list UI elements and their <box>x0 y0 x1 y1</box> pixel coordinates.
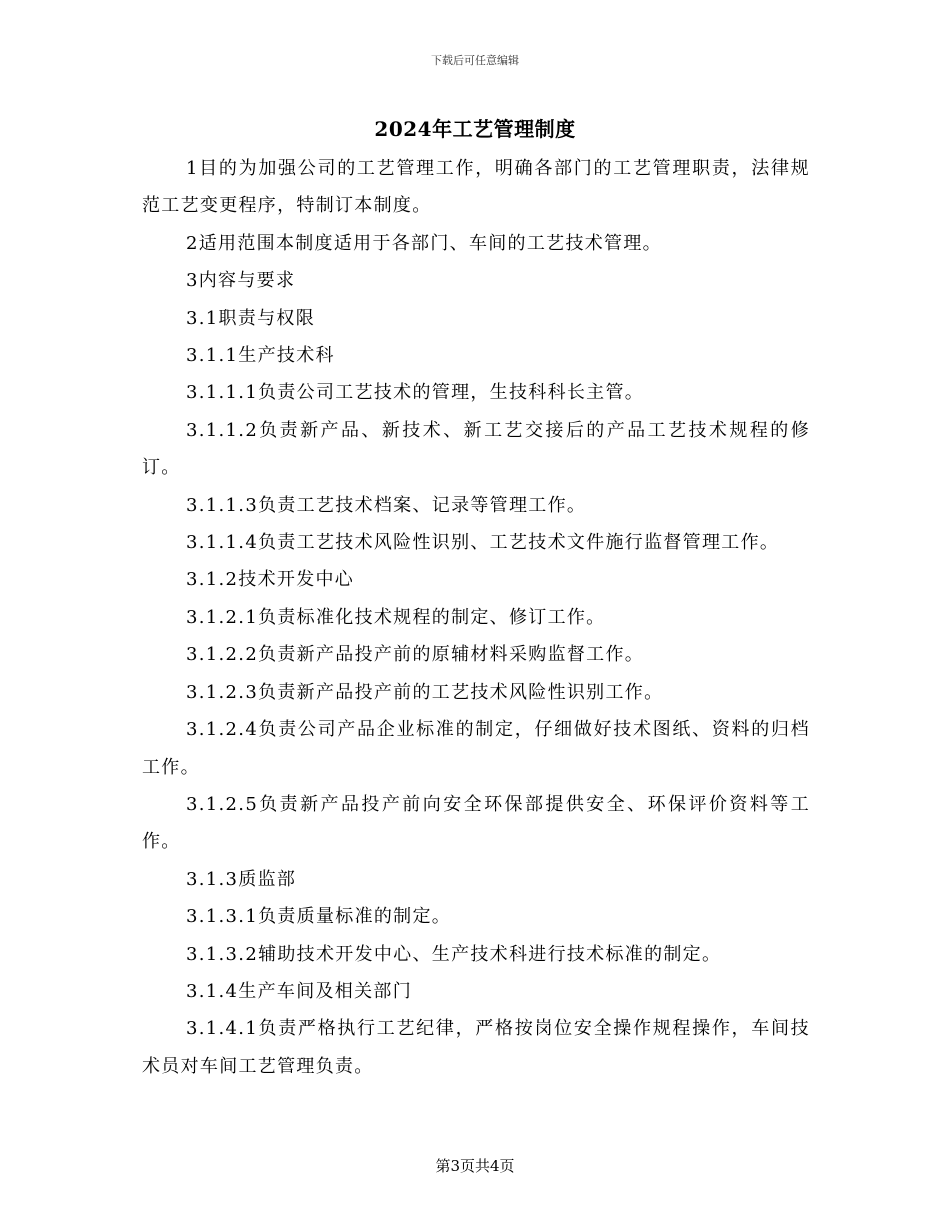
paragraph-18: 3.1.3.2辅助技术开发中心、生产技术科进行技术标准的制定。 <box>186 943 722 965</box>
paragraph-9: 3.1.1.4负责工艺技术风险性识别、工艺技术文件施行监督管理工作。 <box>186 532 780 554</box>
paragraph-13: 3.1.2.3负责新产品投产前的工艺技术风险性识别工作。 <box>186 681 664 703</box>
page-header-note: 下载后可任意编辑 <box>431 54 519 67</box>
paragraph-10: 3.1.2技术开发中心 <box>186 569 355 591</box>
paragraph-14: 3.1.2.4负责公司产品企业标准的制定，仔细做好技术图纸、资料的归档工作。 <box>142 719 810 778</box>
page-number-footer: 第3页共4页 <box>435 1157 515 1175</box>
paragraph-8: 3.1.1.3负责工艺技术档案、记录等管理工作。 <box>186 494 587 516</box>
paragraph-5: 3.1.1生产技术科 <box>186 345 335 367</box>
paragraph-12: 3.1.2.2负责新产品投产前的原辅材料采购监督工作。 <box>186 644 645 666</box>
paragraph-6: 3.1.1.1负责公司工艺技术的管理，生技科科长主管。 <box>186 382 645 404</box>
paragraph-4: 3.1职责与权限 <box>186 307 316 329</box>
document-body <box>142 150 810 1085</box>
paragraph-16: 3.1.3质监部 <box>186 868 297 890</box>
document-title: 2024年工艺管理制度 <box>374 117 576 141</box>
paragraph-2: 2适用范围本制度适用于各部门、车间的工艺技术管理。 <box>186 232 662 254</box>
paragraph-7: 3.1.1.2负责新产品、新技术、新工艺交接后的产品工艺技术规程的修订。 <box>142 419 810 479</box>
paragraph-15: 3.1.2.5负责新产品投产前向安全环保部提供安全、环保评价资料等工作。 <box>142 793 810 853</box>
paragraph-1: 1目的为加强公司的工艺管理工作，明确各部门的工艺管理职责，法律规范工艺变更程序，特制订本制度。 <box>142 158 810 217</box>
paragraph-11: 3.1.2.1负责标准化技术规程的制定、修订工作。 <box>186 606 606 628</box>
paragraph-20: 3.1.4.1负责严格执行工艺纪律，严格按岗位安全操作规程操作，车间技术员对车间工艺管理负责。 <box>142 1018 810 1077</box>
paragraph-3: 3内容与要求 <box>186 270 296 292</box>
paragraph-19: 3.1.4生产车间及相关部门 <box>186 980 412 1002</box>
paragraph-17: 3.1.3.1负责质量标准的制定。 <box>186 906 452 928</box>
